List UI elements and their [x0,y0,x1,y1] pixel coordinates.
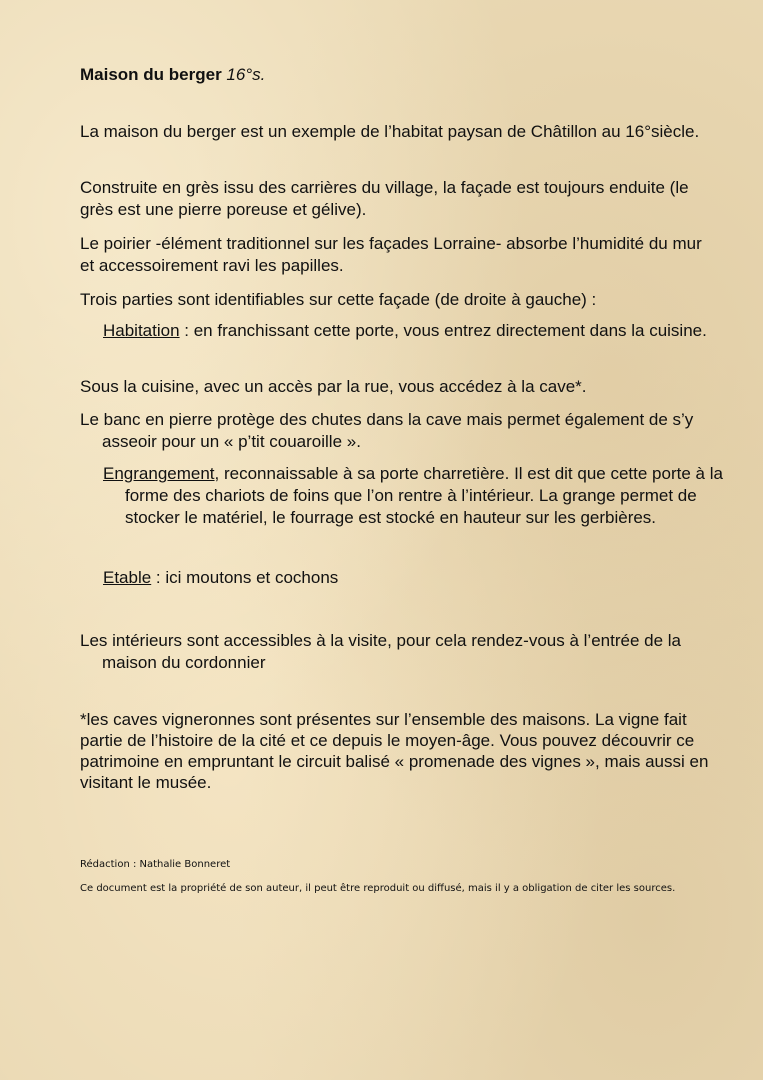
etable-text: : ici moutons et cochons [151,568,339,587]
facade-paragraph: Construite en grès issu des carrières du village, la façade est toujours enduite (le grès est une pierre poreuse et gélive). [80,178,689,219]
banc-paragraph: Le banc en pierre protège des chutes dans la cave mais permet également de s’y asseoir pour un « p’tit couaroille ». [80,410,694,451]
habitation-item [103,320,734,342]
engrangement-text: , reconnaissable à sa porte charretière. Il est dit que cette porte à la forme des chariots de foins que l’on rentre à l’intérieur. La grange permet de stocker le matériel, le fourrage est stocké en hauteur sur les gerbières. [125,464,723,527]
habitation-text: : en franchissant cette porte, vous entrez directement dans la cuisine. [179,321,707,340]
footnote-paragraph: *les caves vigneronnes sont présentes sur l’ensemble des maisons. La vigne fait partie de l’histoire de la cité et ce depuis le moyen-âge. Vous pouvez découvrir ce patrimoine en empruntant le circuit balisé « promenade des vignes », mais aussi en visitant le musée. [80,710,709,792]
etable-item [103,567,712,589]
copyright-notice: Ce document est la propriété de son auteur, il peut être reproduit ou diffusé, mais il y a obligation de citer les sources. [80,883,676,894]
title-main: Maison du berger [80,65,222,84]
title-century: 16°s. [226,65,266,84]
poirier-paragraph: Le poirier -élément traditionnel sur les façades Lorraine- absorbe l’humidité du mur et accessoirement ravi les papilles. [80,234,702,275]
visite-paragraph: Les intérieurs sont accessibles à la visite, pour cela rendez-vous à l’entrée de la maison du cordonnier [80,631,681,672]
page-title [80,64,712,86]
engrangement-item [103,463,734,529]
etable-term: Etable [103,568,152,587]
cave-paragraph: Sous la cuisine, avec un accès par la rue, vous accédez à la cave*. [80,377,587,396]
redaction-credit: Rédaction : Nathalie Bonneret [80,859,231,870]
habitation-term: Habitation [103,321,180,340]
parts-paragraph: Trois parties sont identifiables sur cette façade (de droite à gauche) : [80,290,597,309]
engrangement-term: Engrangement [103,464,215,483]
intro-paragraph: La maison du berger est un exemple de l’habitat paysan de Châtillon au 16°siècle. [80,122,700,141]
